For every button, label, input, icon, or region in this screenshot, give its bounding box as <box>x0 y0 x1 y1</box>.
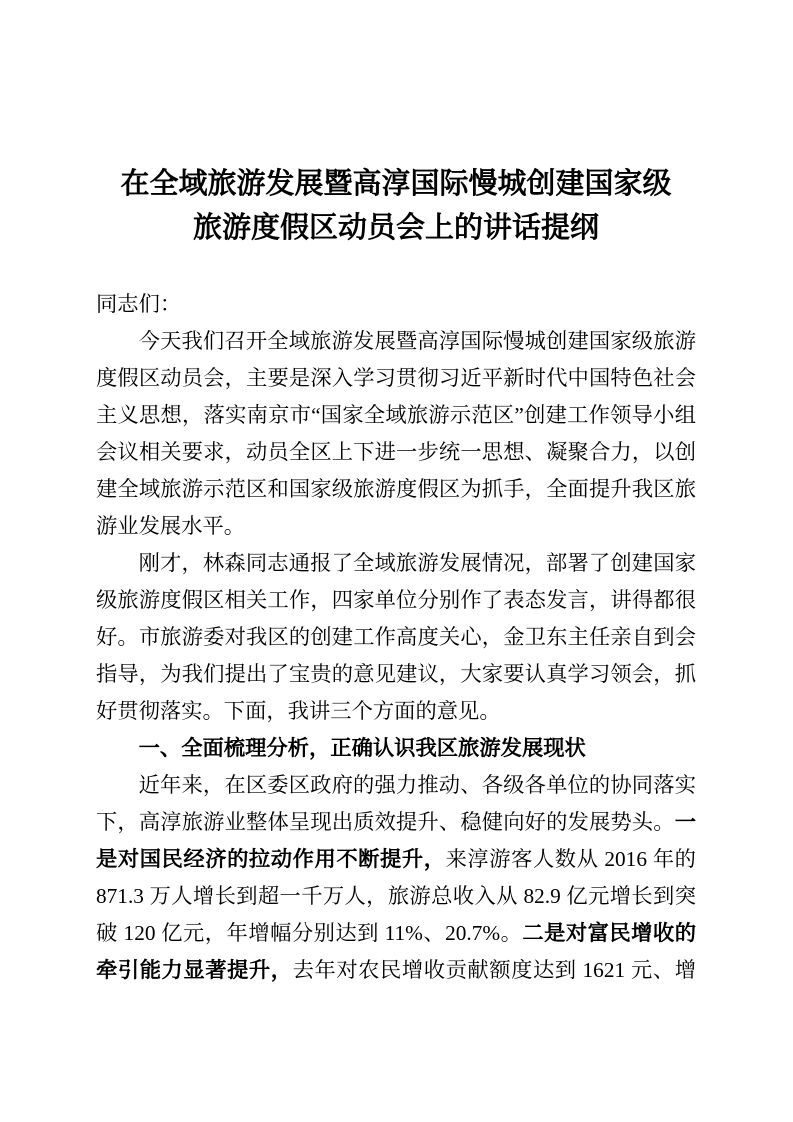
paragraph-opening: 今天我们召开全域旅游发展暨高淳国际慢城创建国家级旅游度假区动员会，主要是深入学习贯彻习近平新时代中国特色社会主义思想，落实南京市“国家全域旅游示范区”创建工作领导小组会议相关要求，动员全区上下进一步统一思想、凝聚合力，以创建全域旅游示范区和国家级旅游度假区为抓手，全面提升我区旅游业发展水平。 <box>96 329 696 538</box>
title-line-2: 旅游度假区动员会上的讲话提纲 <box>192 212 599 244</box>
text-run: 近年来，在区委区政府的强力推动、各级各单位的协同落实下，高淳旅游业整体呈现出质效提升、稳健向好的发展势头。 <box>96 773 696 834</box>
document-title <box>96 162 696 250</box>
bold-point-1-run: 一是对国民经济的拉动作用不断提升， <box>96 810 696 871</box>
title-line-1: 在全域旅游发展暨高淳国际慢城创建国家级 <box>120 168 672 200</box>
paragraph-meeting-summary: 刚才，林森同志通报了全域旅游发展情况，部署了创建国家级旅游度假区相关工作，四家单位分别作了表态发言，讲得都很好。市旅游委对我区的创建工作高度关心，金卫东主任亲自到会指导，为我们提出了宝贵的意见建议，大家要认真学习领会，抓好贯彻落实。下面，我讲三个方面的意见。 <box>96 551 696 723</box>
text-run: 来淳游客人数从 2016 年的 871.3 万人增长到超一千万人，旅游总收入从 82.9 亿元增长到突破 120 亿元，年增幅分别达到 11%、20.7%。 <box>96 847 696 945</box>
section-1-heading: 一、全面梳理分析，正确认识我区旅游发展现状 <box>138 736 586 760</box>
text-run: 去年对农民增收贡献额度达到 1621 元、增 <box>292 958 696 982</box>
document-content <box>96 0 696 989</box>
paragraph-tourism-status <box>96 767 696 989</box>
document-body <box>96 286 696 989</box>
salutation: 同志们： <box>96 292 182 316</box>
bold-point-2-run: 二是对富民增收的牵引能力显著提升， <box>96 921 696 982</box>
